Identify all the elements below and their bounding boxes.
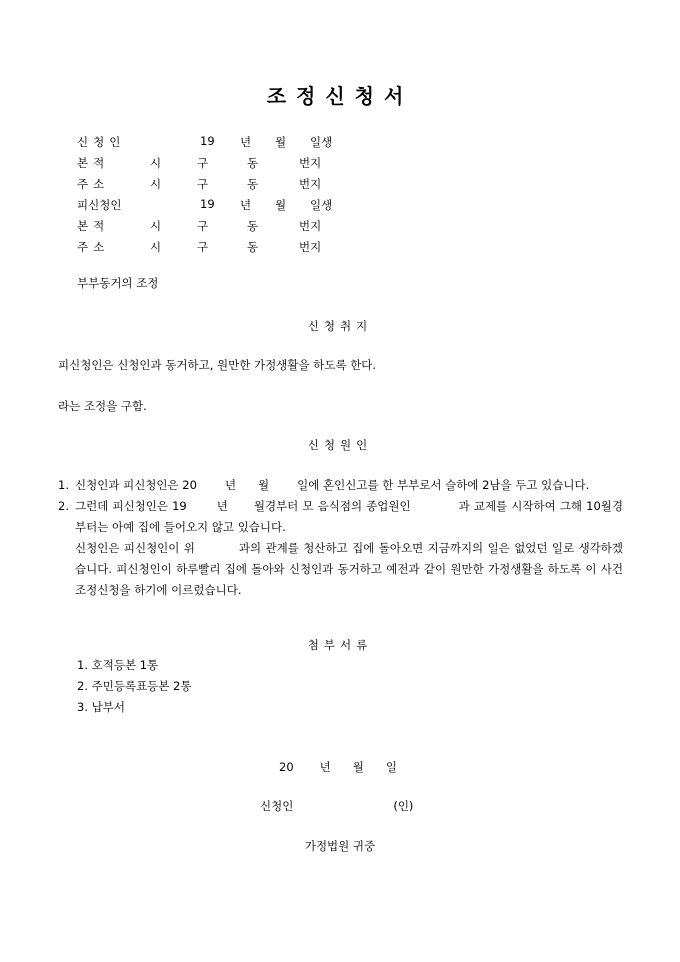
seal-mark: (인) bbox=[393, 799, 414, 813]
attachment-item-3: 3. 납부서 bbox=[77, 700, 125, 714]
cause-item-1-text-a: 신청인과 피신청인은 20 bbox=[75, 478, 197, 492]
applicant-birth-year: 년 bbox=[240, 135, 252, 149]
respondent-birth-year: 년 bbox=[240, 198, 252, 212]
cause-item-1-number: 1. bbox=[58, 478, 69, 492]
applicant-birth-month: 월 bbox=[275, 135, 287, 149]
respondent-domicile-row bbox=[77, 218, 477, 239]
party-info bbox=[77, 134, 477, 260]
cause-item-2-text-f: 과의 관계를 청산하고 집에 돌아오면 지금까지의 일은 없었던 일로 생각하겠습니다. 피신청인이 하루빨리 집에 돌아와 신청인과 동거하고 예전과 같이 원만한 가정생활을 하도록 이 사건 조정신청을 하기에 이르렀습니다. bbox=[75, 541, 623, 597]
respondent-birth-year-prefix: 19 bbox=[200, 197, 215, 211]
document-title: 조정신청서 bbox=[266, 84, 414, 108]
respondent-address-si: 시 bbox=[150, 240, 162, 254]
applicant-domicile-si: 시 bbox=[150, 156, 162, 170]
applicant-birth-suffix: 일생 bbox=[310, 135, 333, 149]
applicant-birth-year-prefix: 19 bbox=[200, 134, 215, 148]
recipient: 가정법원 귀중 bbox=[304, 839, 376, 853]
respondent-domicile-label: 본적 bbox=[77, 219, 110, 233]
respondent-label: 피신청인 bbox=[77, 198, 122, 212]
applicant-address-bunji: 번지 bbox=[299, 177, 322, 191]
cause-item-2-number: 2. bbox=[58, 499, 69, 513]
date-prefix: 20 bbox=[279, 760, 294, 774]
cause-item-2-text-b: 년 bbox=[216, 499, 228, 513]
cause-item-2-text-e: 신청인은 피신청인이 위 bbox=[75, 541, 195, 555]
applicant-row bbox=[77, 134, 477, 155]
case-name: 부부동거의 조정 bbox=[77, 276, 159, 290]
cause-item-2-text-a: 그런데 피신청인은 19 bbox=[75, 499, 187, 513]
cause-item-2-text-c: 월경부터 모 음식점의 종업원인 bbox=[253, 499, 411, 513]
cause-item-1-text-b: 년 bbox=[224, 478, 237, 492]
respondent-domicile-bunji: 번지 bbox=[299, 219, 322, 233]
purpose-line-1: 피신청인은 신청인과 동거하고, 원만한 가정생활을 하도록 한다. bbox=[58, 358, 377, 372]
date-month: 월 bbox=[352, 760, 364, 774]
date-year: 년 bbox=[319, 760, 331, 774]
applicant-label: 신청인 bbox=[77, 135, 126, 149]
applicant-domicile-bunji: 번지 bbox=[299, 156, 322, 170]
attachment-item-2: 2. 주민등록표등본 2통 bbox=[77, 679, 192, 693]
respondent-birth-month: 월 bbox=[275, 198, 287, 212]
respondent-domicile-si: 시 bbox=[150, 219, 162, 233]
applicant-address-label: 주소 bbox=[77, 177, 110, 191]
applicant-domicile-row bbox=[77, 155, 477, 176]
signature-label: 신청인 bbox=[260, 799, 294, 813]
applicant-address-gu: 구 bbox=[197, 177, 209, 191]
purpose-heading: 신청취지 bbox=[307, 319, 373, 333]
respondent-address-bunji: 번지 bbox=[299, 240, 322, 254]
applicant-address-row bbox=[77, 176, 477, 197]
respondent-address-row bbox=[77, 239, 477, 260]
date-line bbox=[279, 759, 397, 775]
date-day: 일 bbox=[385, 760, 397, 774]
respondent-row bbox=[77, 197, 477, 218]
cause-heading: 신청원인 bbox=[307, 438, 373, 452]
applicant-domicile-dong: 동 bbox=[247, 156, 259, 170]
attachment-item-1: 1. 호적등본 1통 bbox=[77, 658, 159, 672]
respondent-address-label: 주소 bbox=[77, 240, 110, 254]
cause-item-2-text-d: 과 교제를 시작하여 그해 10월경부터는 아예 집에 들어오지 않고 있습니다. bbox=[75, 499, 623, 534]
respondent-address-gu: 구 bbox=[197, 240, 209, 254]
respondent-address-dong: 동 bbox=[247, 240, 259, 254]
attachments-heading: 첨부서류 bbox=[307, 638, 373, 652]
cause-list bbox=[58, 475, 623, 601]
respondent-birth-suffix: 일생 bbox=[310, 198, 333, 212]
applicant-address-dong: 동 bbox=[247, 177, 259, 191]
attachments-list bbox=[77, 655, 191, 718]
applicant-address-si: 시 bbox=[150, 177, 162, 191]
respondent-domicile-dong: 동 bbox=[247, 219, 259, 233]
cause-item-1-text-d: 일에 혼인신고를 한 부부로서 슬하에 2남을 두고 있습니다. bbox=[297, 478, 590, 492]
respondent-domicile-gu: 구 bbox=[197, 219, 209, 233]
applicant-domicile-gu: 구 bbox=[197, 156, 209, 170]
cause-item-2 bbox=[58, 496, 623, 601]
purpose-line-2: 라는 조정을 구함. bbox=[58, 399, 147, 413]
signature-line bbox=[260, 798, 413, 814]
cause-item-1-text-c: 월 bbox=[258, 478, 270, 492]
cause-item-1 bbox=[58, 475, 623, 496]
applicant-domicile-label: 본적 bbox=[77, 156, 110, 170]
